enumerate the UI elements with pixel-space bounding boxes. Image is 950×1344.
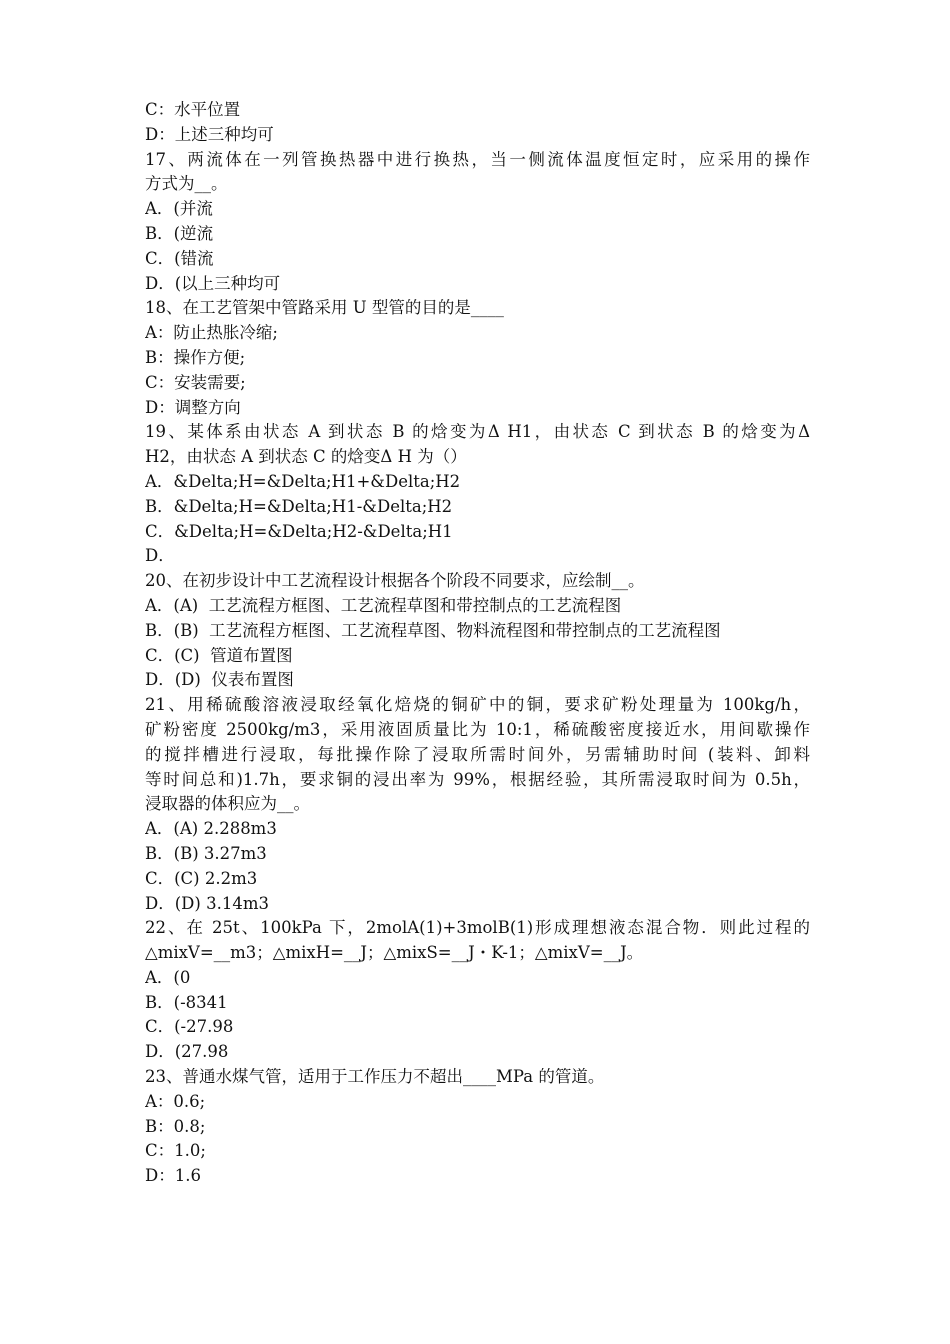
question-17-text: 17、两流体在一列管换热器中进行换热，当一侧流体温度恒定时，应采用的操作 <box>145 149 810 169</box>
option-line: B．(B) 3.27m3 <box>145 843 267 863</box>
text-line: 的搅拌槽进行浸取，每批操作除了浸取所需时间外，另需辅助时间 (装料、卸料 <box>145 744 810 764</box>
text-line: △mixV=__m3；△mixH=__J；△mixS=__J・K-1；△mixV=__J。 <box>145 943 644 963</box>
text-line: 等时间总和)1.7h，要求铜的浸出率为 99%，根据经验，其所需浸取时间为 0.5h， <box>145 769 810 789</box>
option-line: B．(B) 工艺流程方框图、工艺流程草图、物料流程图和带控制点的工艺流程图 <box>145 620 721 640</box>
text-line: C：水平位置 <box>145 100 241 119</box>
text-line: 浸取器的体积应为__。 <box>145 794 310 814</box>
question-21-text: 21、用稀硫酸溶液浸取经氧化焙烧的铜矿中的铜，要求矿粉处理量为 100kg/h， <box>145 695 810 715</box>
document-page <box>145 98 810 1189</box>
option-line: A．(A) 2.288m3 <box>145 819 277 839</box>
question-19-text: 19、某体系由状态 A 到状态 B 的焓变为Δ H1，由状态 C 到状态 B 的焓变为Δ <box>145 422 810 442</box>
option-line: A：0.6; <box>145 1091 206 1111</box>
option-line: C．(错流 <box>145 248 214 268</box>
question-18-text: 18、在工艺管架中管路采用 U 型管的目的是____ <box>145 298 504 318</box>
question-22-text: 22、在 25t、100kPa 下，2molA(1)+3molB(1)形成理想液态混合物．则此过程的 <box>145 918 810 938</box>
option-line: A．(并流 <box>145 199 213 219</box>
option-line: A．(A) 工艺流程方框图、工艺流程草图和带控制点的工艺流程图 <box>145 595 622 615</box>
question-23-text: 23、普通水煤气管，适用于工作压力不超出____MPa 的管道。 <box>145 1067 605 1087</box>
option-line: D．(27.98 <box>145 1042 229 1062</box>
option-line: A．(0 <box>145 967 191 987</box>
option-line: A．&Delta;H=&Delta;H1+&Delta;H2 <box>145 471 461 491</box>
option-line: D：调整方向 <box>145 397 241 417</box>
option-line: D． <box>145 546 175 566</box>
option-line: B．(-8341 <box>145 992 228 1012</box>
option-line: B．&Delta;H=&Delta;H1-&Delta;H2 <box>145 496 453 516</box>
option-line: C．(C) 2.2m3 <box>145 868 258 888</box>
text-line: D：上述三种均可 <box>145 124 274 144</box>
text-line: 矿粉密度 2500kg/m3，采用液固质量比为 10:1，稀硫酸密度接近水，用间歇操作 <box>145 719 810 739</box>
option-line: B：0.8; <box>145 1116 206 1136</box>
text-line: H2，由状态 A 到状态 C 的焓变Δ H 为（） <box>145 447 467 467</box>
option-line: C．(-27.98 <box>145 1017 234 1037</box>
option-line: C．(C) 管道布置图 <box>145 645 293 665</box>
option-line: C：1.0; <box>145 1141 206 1161</box>
option-line: B：操作方便; <box>145 347 246 367</box>
option-line: D：1.6 <box>145 1166 201 1186</box>
option-line: D．(D) 3.14m3 <box>145 893 269 913</box>
option-line: C：安装需要; <box>145 372 246 392</box>
option-line: A：防止热胀冷缩; <box>145 323 278 343</box>
question-20-text: 20、在初步设计中工艺流程设计根据各个阶段不同要求，应绘制__。 <box>145 571 645 591</box>
option-line: D．(D) 仪表布置图 <box>145 670 294 690</box>
option-line: D．(以上三种均可 <box>145 273 281 293</box>
option-line: B．(逆流 <box>145 223 214 243</box>
text-line: 方式为__。 <box>145 174 228 194</box>
option-line: C．&Delta;H=&Delta;H2-&Delta;H1 <box>145 521 453 541</box>
